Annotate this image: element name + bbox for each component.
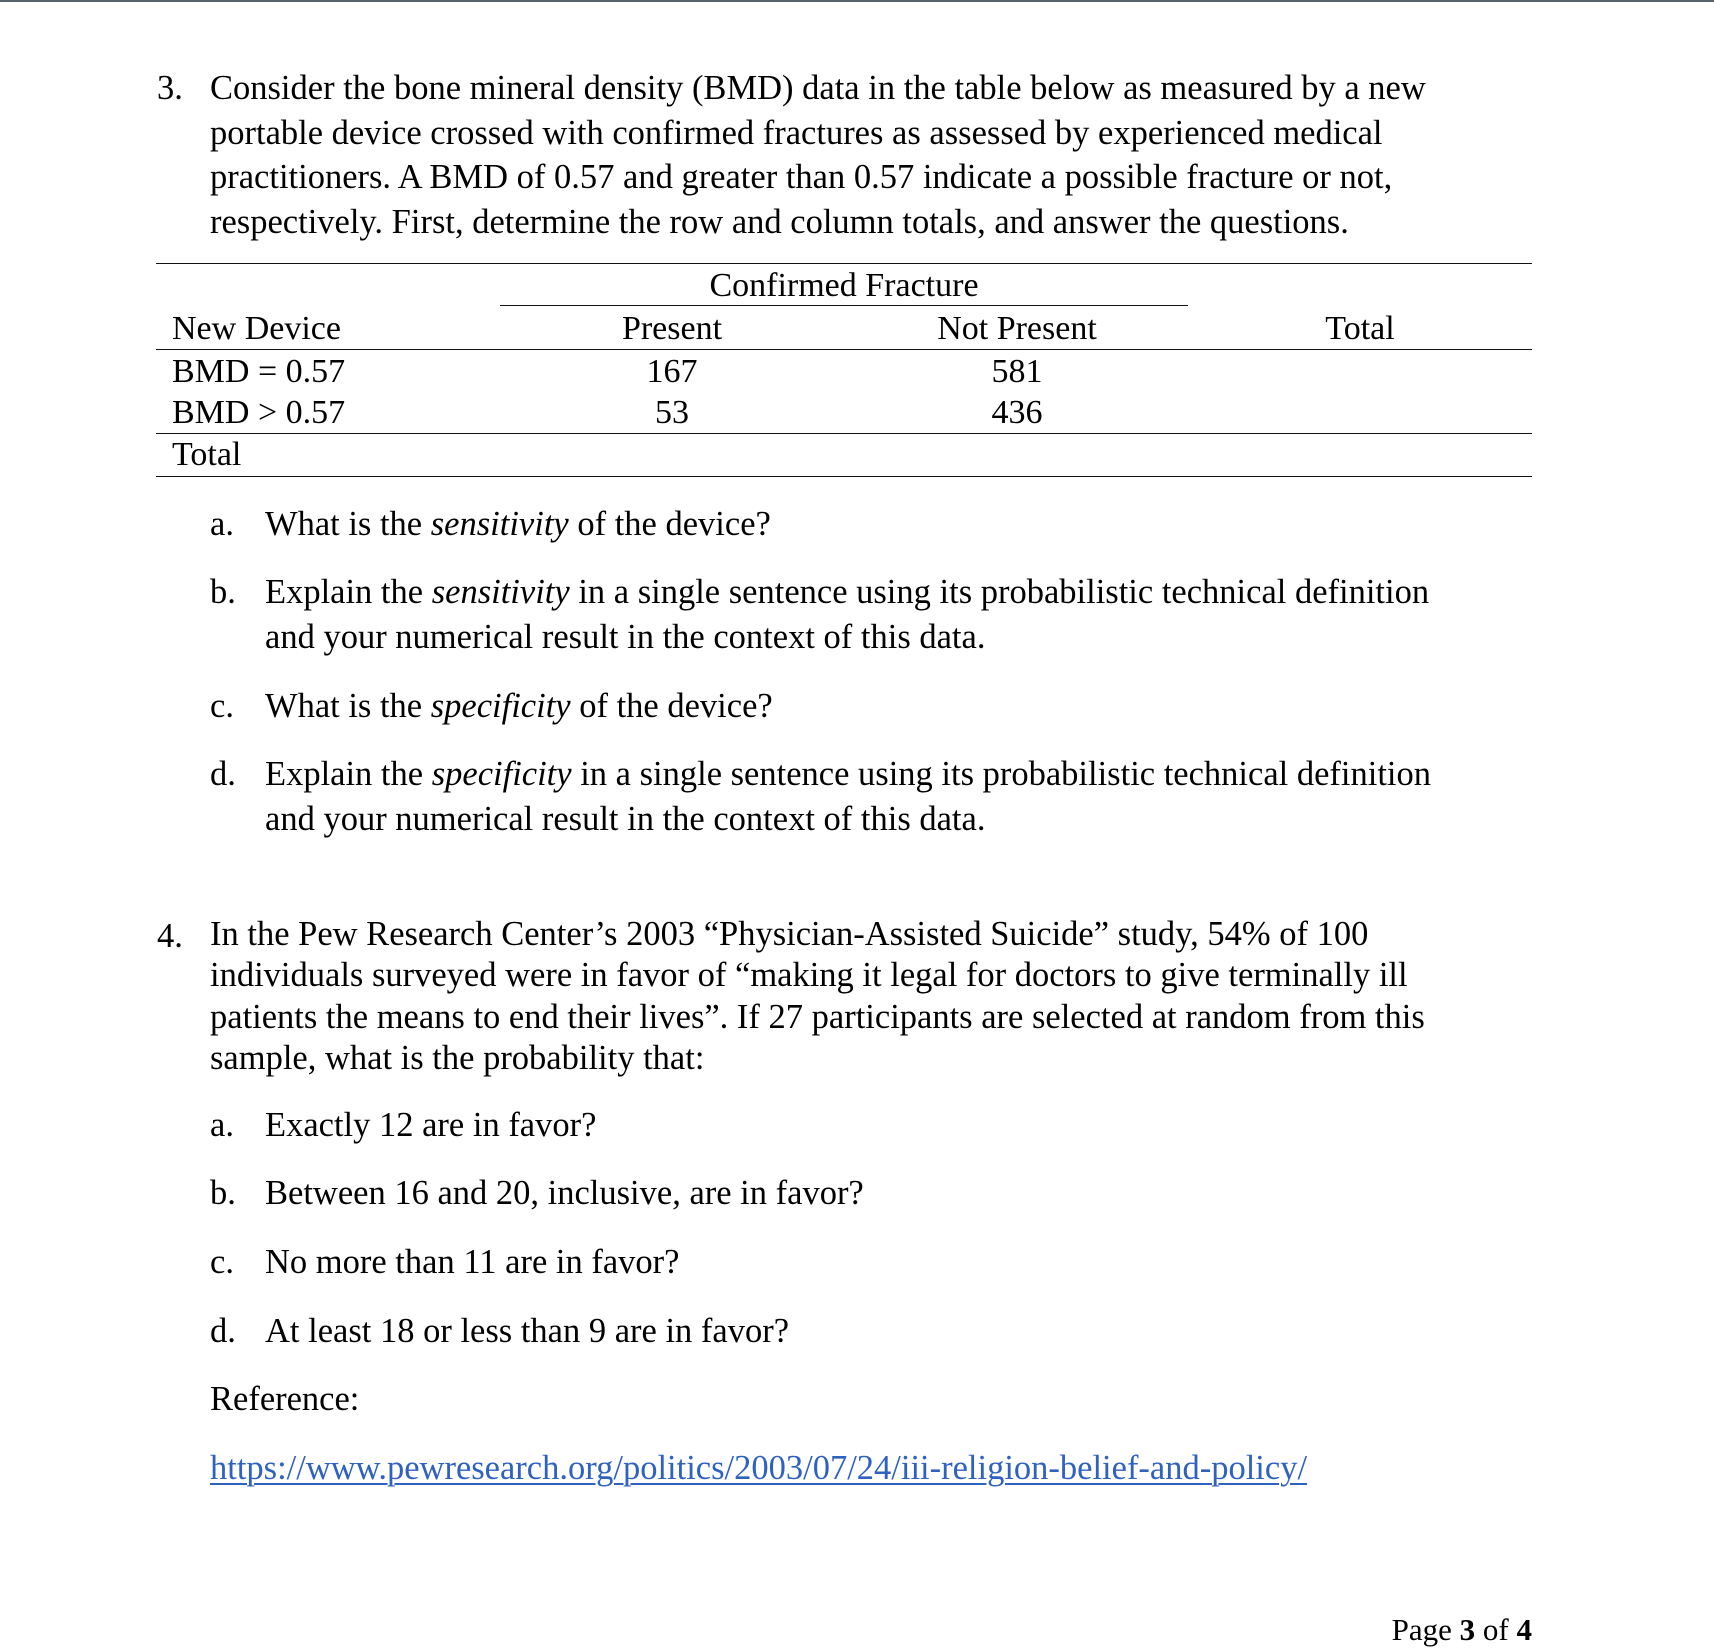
cell-present: 167 <box>646 353 698 390</box>
prompt-line: practitioners. A BMD of 0.57 and greater than 0.57 indicate a possible fracture or not, <box>210 158 1393 197</box>
prompt-line: individuals surveyed were in favor of “making it legal for doctors to give terminally ill <box>210 956 1408 995</box>
column-header-new-device: New Device <box>172 310 341 347</box>
question-3-prompt <box>210 66 1426 244</box>
subquestion-text: No more than 11 are in favor? <box>265 1243 680 1281</box>
emphasized-term: specificity <box>430 687 571 725</box>
text-segment: in a single sentence using its probabilistic technical definition <box>569 573 1430 611</box>
text-segment: Explain the <box>265 755 432 793</box>
total-pages: 4 <box>1516 1612 1532 1647</box>
subquestion-text <box>265 570 1429 659</box>
text-segment: in a single sentence using its probabilistic technical definition <box>571 755 1431 793</box>
question-4-prompt <box>210 914 1425 1079</box>
column-header-not-present: Not Present <box>937 310 1097 347</box>
question-number: 3. <box>157 69 183 107</box>
subquestion-letter: d. <box>210 1312 236 1350</box>
table-bottom-rule <box>156 476 1532 477</box>
prompt-line: Consider the bone mineral density (BMD) data in the table below as measured by a new <box>210 69 1426 107</box>
prompt-line: In the Pew Research Center’s 2003 “Physician-Assisted Suicide” study, 54% of 100 <box>210 915 1369 953</box>
group-header-rule <box>500 305 1188 306</box>
current-page: 3 <box>1459 1612 1476 1647</box>
group-header-confirmed-fracture: Confirmed Fracture <box>709 267 979 304</box>
subquestion-text <box>265 684 773 729</box>
text-segment: and your numerical result in the context of this data. <box>265 617 986 656</box>
emphasized-term: sensitivity <box>430 505 569 543</box>
header-bottom-rule <box>156 349 1532 350</box>
subquestion-text: Exactly 12 are in favor? <box>265 1106 597 1144</box>
text-segment: and your numerical result in the context of this data. <box>265 799 986 838</box>
window-top-border <box>0 0 1714 2</box>
question-number: 4. <box>157 917 183 955</box>
subquestion-letter: a. <box>210 1106 234 1144</box>
text-segment: What is the <box>265 505 431 543</box>
page-word: Page <box>1391 1612 1460 1647</box>
subquestion-letter: b. <box>210 573 236 611</box>
prompt-line: respectively. First, determine the row and column totals, and answer the questions. <box>210 202 1349 241</box>
table-top-rule <box>156 263 1532 264</box>
subquestion-letter: c. <box>210 687 234 725</box>
body-bottom-rule <box>156 433 1532 434</box>
subquestion-letter: c. <box>210 1243 234 1281</box>
reference-label: Reference: <box>210 1380 360 1418</box>
row-label: BMD > 0.57 <box>172 394 346 431</box>
subquestion-text: Between 16 and 20, inclusive, are in favor? <box>265 1174 864 1212</box>
emphasized-term: sensitivity <box>431 573 570 611</box>
subquestion-letter: d. <box>210 755 236 793</box>
row-label: BMD = 0.57 <box>172 353 346 390</box>
reference-link[interactable]: https://www.pewresearch.org/politics/2003/07/24/iii-religion-belief-and-policy/ <box>210 1449 1308 1487</box>
subquestion-letter: a. <box>210 505 234 543</box>
cell-present: 53 <box>655 394 689 431</box>
text-segment: What is the <box>265 687 431 725</box>
subquestion-text: At least 18 or less than 9 are in favor? <box>265 1312 790 1350</box>
row-label-total: Total <box>172 436 242 473</box>
prompt-line: portable device crossed with confirmed fractures as assessed by experienced medical <box>210 113 1383 152</box>
cell-not-present: 436 <box>991 394 1043 431</box>
emphasized-term: specificity <box>431 755 572 793</box>
cell-not-present: 581 <box>991 353 1043 390</box>
prompt-line: patients the means to end their lives”. If 27 participants are selected at random from this <box>210 997 1425 1036</box>
subquestion-text <box>265 502 771 547</box>
prompt-line: sample, what is the probability that: <box>210 1038 705 1077</box>
subquestion-text <box>265 752 1431 841</box>
page-number-footer <box>1392 1612 1532 1648</box>
text-segment: Explain the <box>265 573 432 611</box>
subquestion-letter: b. <box>210 1174 236 1212</box>
text-segment: of the device? <box>568 505 771 543</box>
of-word: of <box>1475 1612 1517 1647</box>
column-header-present: Present <box>621 310 723 347</box>
text-segment: of the device? <box>570 687 773 725</box>
column-header-total: Total <box>1325 310 1395 347</box>
